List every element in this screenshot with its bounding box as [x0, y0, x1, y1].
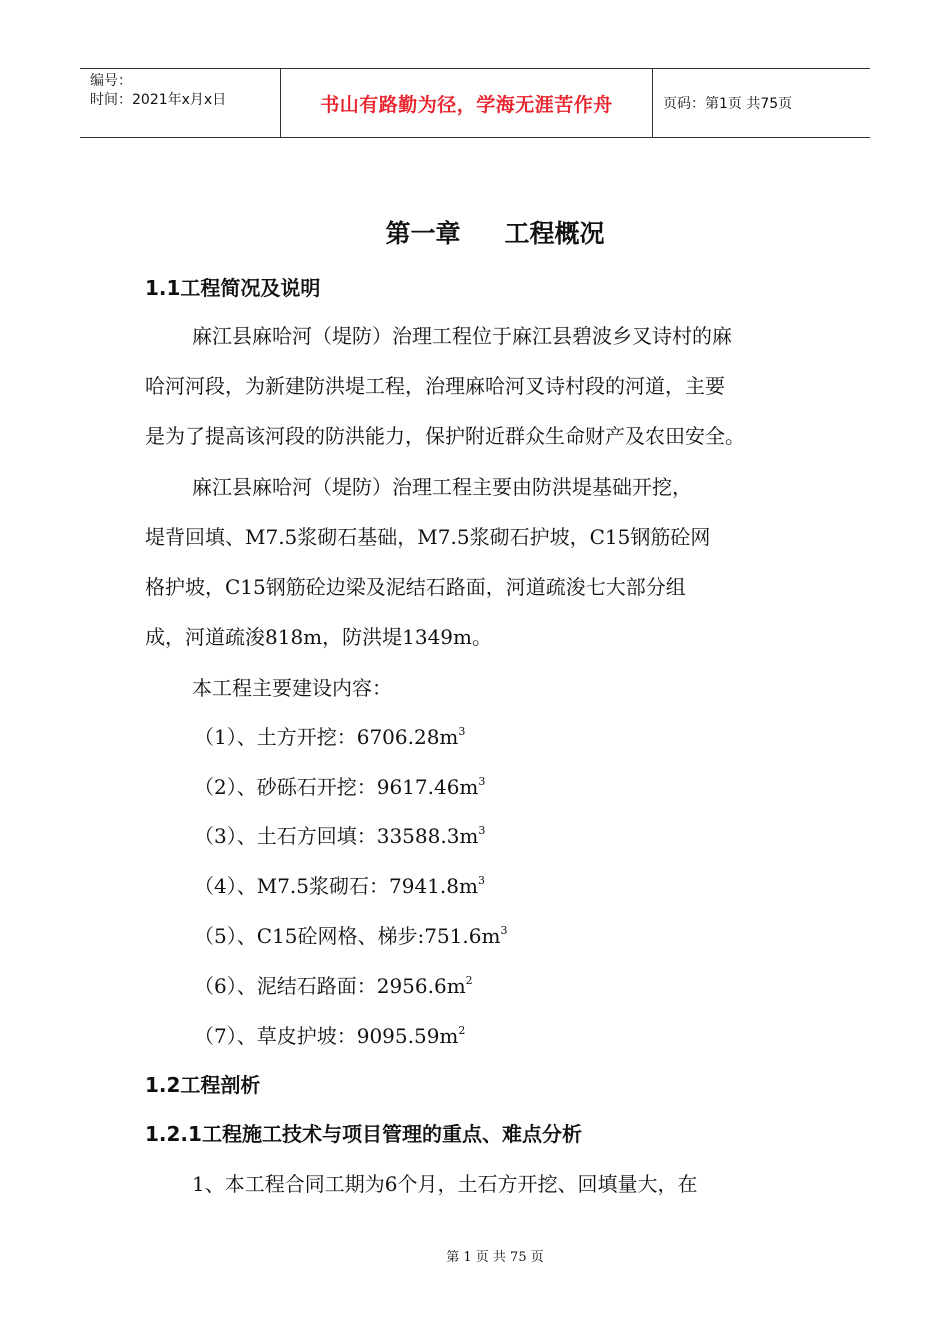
subsection-heading-1-2-1: 1.2.1工程施工技术与项目管理的重点、难点分析 — [145, 1122, 582, 1146]
list-item: （7）、草皮护坡：$9095.59m^2$ — [194, 1024, 466, 1048]
list-item: （2）、砂砾石开挖：$9617.46m^3$ — [194, 775, 486, 799]
chapter-name: 工程概况 — [504, 219, 605, 248]
page-footer: 第 1 页 共 75 页 — [446, 1250, 544, 1265]
paragraph-line: 是为了提高该河段的防洪能力，保护附近群众生命财产及农田安全。 — [145, 424, 745, 448]
list-item: （1）、土方开挖：$6706.28m^3$ — [194, 725, 466, 749]
paragraph-line: 哈河河段，为新建防洪堤工程，治理麻哈河叉诗村段的河道，主要 — [145, 374, 725, 398]
paragraph-line: 麻江县麻哈河（堤防）治理工程位于麻江县碧波乡叉诗村的麻 — [192, 324, 732, 348]
list-item: （6）、泥结石路面：$2956.6m^2$ — [194, 974, 473, 998]
paragraph-line: 1、本工程合同工期为6个月，土石方开挖、回填量大，在 — [192, 1172, 698, 1196]
paragraph-line: 麻江县麻哈河（堤防）治理工程主要由防洪堤基础开挖， — [192, 475, 692, 499]
list-item: （3）、土石方回填：$33588.3m^3$ — [194, 824, 486, 848]
header-meta — [80, 69, 281, 137]
list-item: （5）、C15砼网格、梯步$:751.6m^3$ — [194, 924, 508, 948]
paragraph-line: 本工程主要建设内容： — [192, 676, 392, 700]
doc-date-label: 时间：2021年x月x日 — [90, 92, 227, 108]
section-heading-1-1: 1.1工程简况及说明 — [145, 276, 321, 300]
chapter-number: 第一章 — [385, 219, 461, 248]
paragraph-line: 格护坡，C15钢筋砼边梁及泥结石路面，河道疏浚七大部分组 — [145, 575, 686, 599]
page-header — [80, 68, 870, 138]
paragraph-line: 堤背回填、M7.5浆砌石基础，M7.5浆砌石护坡，C15钢筋砼网 — [145, 525, 711, 549]
chapter-title — [20, 214, 950, 250]
header-motto-cell — [281, 69, 653, 137]
list-item: （4）、M7.5浆砌石：$7941.8m^3$ — [194, 874, 485, 898]
doc-number-label: 编号： — [90, 73, 132, 89]
section-heading-1-2: 1.2工程剖析 — [145, 1073, 261, 1097]
header-page-info: 页码：第1页 共75页 — [663, 96, 793, 112]
header-motto: 书山有路勤为径，学海无涯苦作舟 — [320, 93, 613, 116]
paragraph-line: 成，河道疏浚818m，防洪堤1349m。 — [145, 625, 493, 649]
